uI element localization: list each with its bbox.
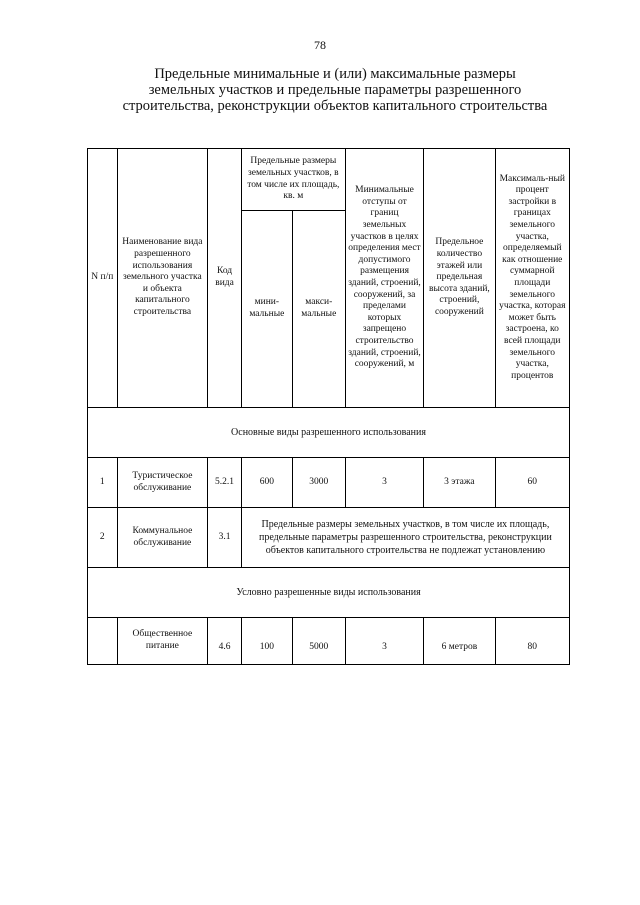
table-row bbox=[88, 618, 570, 665]
row-setback: 3 bbox=[345, 618, 423, 665]
row-min-size: 600 bbox=[241, 458, 292, 508]
row-not-applicable-note: Предельные размеры земельных участков, в том числе их площадь, предельные параметры разрешенного строительства, реконструкции объектов капитального строительства не подлежат установлению bbox=[241, 508, 569, 568]
header-setbacks: Минимальные отступы от границ земельных участков в целях определения мест допустимого размещения зданий, строений, сооружений, за пределами которых запрещено строительство зданий, строений, сооружений, м bbox=[345, 149, 423, 408]
header-code: Код вида bbox=[208, 149, 242, 408]
row-code: 5.2.1 bbox=[208, 458, 242, 508]
header-plot-sizes: Предельные размеры земельных участков, в том числе их площадь, кв. м bbox=[241, 149, 345, 211]
header-max-size: макси-мальные bbox=[292, 211, 345, 408]
section-main-uses: Основные виды разрешенного использования bbox=[88, 408, 570, 458]
header-num: N п/п bbox=[88, 149, 118, 408]
page-number: 78 bbox=[314, 38, 326, 52]
header-name: Наименование вида разрешенного использования земельного участка и объекта капитального строительства bbox=[117, 149, 208, 408]
row-use-name: Коммунальное обслуживание bbox=[117, 508, 208, 568]
row-max-size: 5000 bbox=[292, 618, 345, 665]
row-setback: 3 bbox=[345, 458, 423, 508]
row-coverage: 80 bbox=[495, 618, 569, 665]
row-floors: 6 метров bbox=[424, 618, 495, 665]
document-title: Предельные минимальные и (или) максимальные размеры земельных участков и предельные параметры разрешенного строительства, реконструкции объектов капитального строительства bbox=[122, 66, 548, 114]
row-num: 1 bbox=[88, 458, 118, 508]
row-code: 3.1 bbox=[208, 508, 242, 568]
row-num bbox=[88, 618, 118, 665]
row-min-size: 100 bbox=[241, 618, 292, 665]
header-floors: Предельное количество этажей или предельная высота зданий, строений, сооружений bbox=[424, 149, 495, 408]
row-floors: 3 этажа bbox=[424, 458, 495, 508]
row-max-size: 3000 bbox=[292, 458, 345, 508]
row-coverage: 60 bbox=[495, 458, 569, 508]
row-code: 4.6 bbox=[208, 618, 242, 665]
table-row bbox=[88, 508, 570, 568]
table-row bbox=[88, 458, 570, 508]
row-num: 2 bbox=[88, 508, 118, 568]
row-use-name: Туристическое обслуживание bbox=[117, 458, 208, 508]
header-coverage: Максималь-ный процент застройки в границах земельного участка, определяемый как отношение суммарной площади земельного участка, которая может быть застроена, ко всей площади земельного участка, процентов bbox=[495, 149, 569, 408]
row-use-name: Общественное питание bbox=[117, 618, 208, 665]
header-min-size: мини-мальные bbox=[241, 211, 292, 408]
section-conditional-uses: Условно разрешенные виды использования bbox=[88, 568, 570, 618]
zoning-parameters-table bbox=[87, 148, 570, 665]
